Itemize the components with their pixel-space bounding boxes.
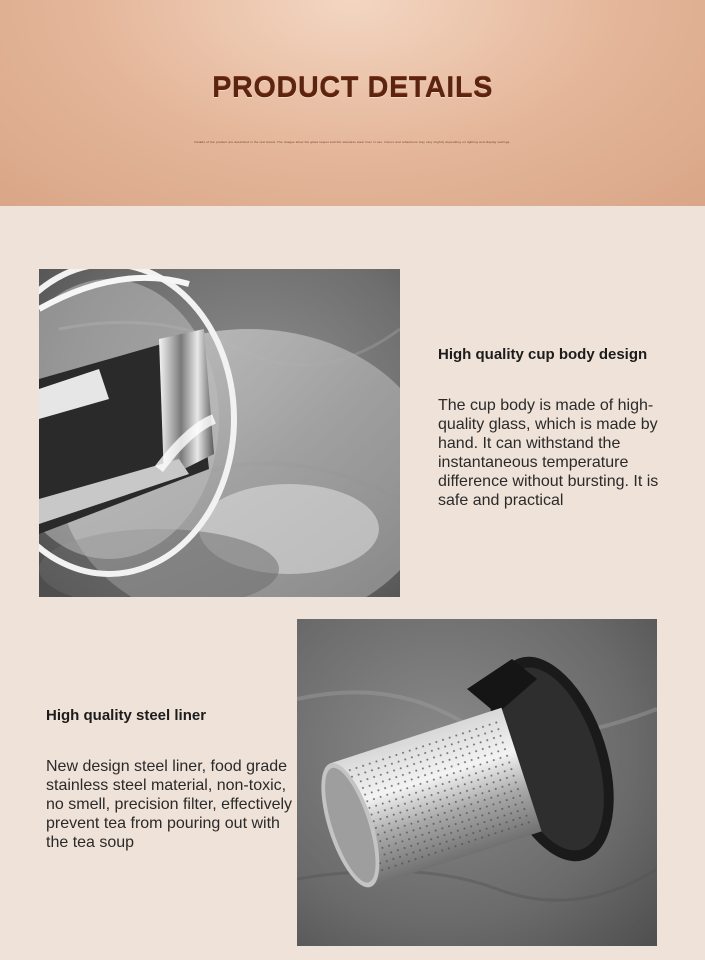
steel-liner-photo <box>297 619 657 946</box>
feature-text-cup-body: The cup body is made of high-quality glass, which is made by hand. It can withstand the instantaneous temperature difference without bursting. It is safe and practical <box>438 397 659 509</box>
feature-title-steel-liner: High quality steel liner <box>46 707 207 724</box>
feature-text-steel-liner: New design steel liner, food grade stainless steel material, non-toxic, no smell, precision filter, effectively prevent tea from pouring out with the tea soup <box>46 758 293 851</box>
page-title: PRODUCT DETAILS <box>212 72 493 104</box>
feature-title-cup-body: High quality cup body design <box>438 346 648 363</box>
glass-teapot-photo <box>39 269 400 597</box>
banner-fine-print: Details of the product are described in the text below. The images show the glass teapot and the stainless steel liner in use. Colors and reflections may vary slightly depending on lighting and display settings. <box>194 140 511 144</box>
header-banner <box>0 0 705 206</box>
